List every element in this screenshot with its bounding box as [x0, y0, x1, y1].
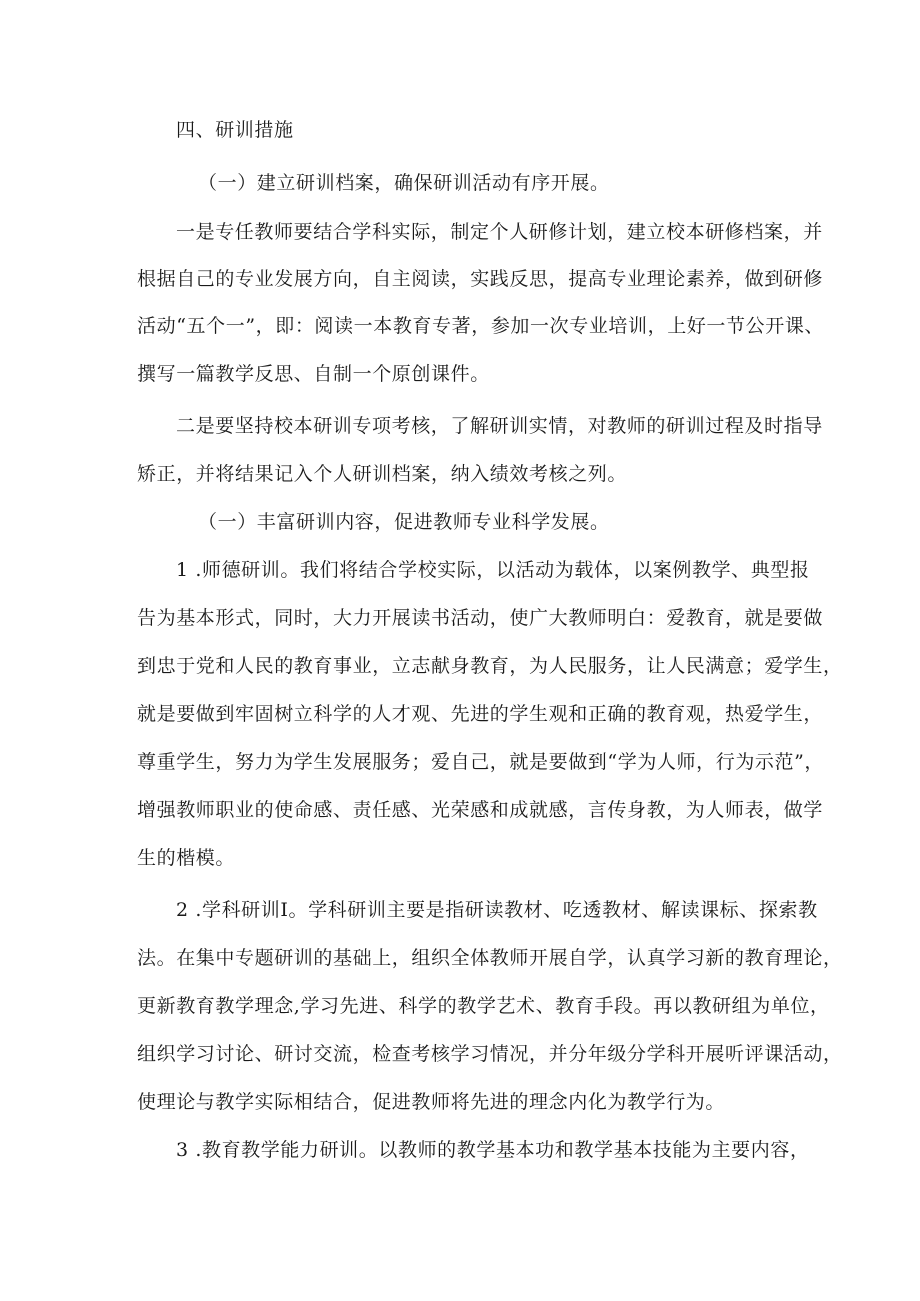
paragraph-4-line-4: 组织学习讨论、研讨交流，检查考核学习情况，并分年级分学科开展听评课活动，	[137, 1043, 843, 1065]
paragraph-2-line-1: 二是要坚持校本研训专项考核，了解研训实情，对教师的研训过程及时指导	[176, 415, 823, 437]
subsection-heading-1: （一）建立研训档案，确保研训活动有序开展。	[198, 172, 610, 194]
paragraph-4-line-2: 法。在集中专题研训的基础上，组织全体教师开展自学，认真学习新的教育理论，	[137, 947, 843, 969]
paragraph-1-line-4: 撰写一篇教学反思、自制一个原创课件。	[137, 363, 490, 385]
paragraph-2-line-2: 矫正，并将结果记入个人研训档案，纳入绩效考核之列。	[137, 463, 628, 485]
paragraph-3-line-5: 尊重学生，努力为学生发展服务；爱自己，就是要做到“学为人师，行为示范”，	[137, 751, 825, 773]
paragraph-3-line-2: 告为基本形式，同时，大力开展读书活动，使广大教师明白：爱教育，就是要做	[137, 607, 824, 629]
paragraph-3-line-4: 就是要做到牢固树立科学的人才观、先进的学生观和正确的教育观，热爱学生，	[137, 703, 824, 725]
paragraph-4-line-1: 2 .学科研训I。学科研训主要是指研读教材、吃透教材、解读课标、探索教	[176, 899, 818, 921]
paragraph-4-line-3: 更新教育教学理念,学习先进、科学的教学艺术、教育手段。再以教研组为单位，	[137, 995, 830, 1017]
paragraph-5-line-1: 3 .教育教学能力研训。以教师的教学基本功和教学基本技能为主要内容，	[176, 1139, 810, 1161]
paragraph-4-line-5: 使理论与教学实际相结合，促进教师将先进的理念内化为教学行为。	[137, 1091, 726, 1113]
paragraph-3-line-3: 到忠于党和人民的教育事业，立志献身教育，为人民服务，让人民满意；爱学生，	[137, 655, 843, 677]
paragraph-1-line-2: 根据自己的专业发展方向，自主阅读，实践反思，提高专业理论素养，做到研修	[137, 268, 824, 290]
paragraph-3-line-6: 增强教师职业的使命感、责任感、光荣感和成就感，言传身教，为人师表，做学	[137, 799, 824, 821]
paragraph-1-line-3: 活动“五个一”，即：阅读一本教育专著，参加一次专业培训，上好一节公开课、	[137, 315, 825, 337]
paragraph-3-line-7: 生的楷模。	[137, 847, 236, 869]
paragraph-1-line-1: 一是专任教师要结合学科实际，制定个人研修计划，建立校本研修档案，并	[176, 221, 823, 243]
paragraph-3-line-1: 1 .师德研训。我们将结合学校实际，以活动为载体，以案例教学、典型报	[176, 559, 810, 581]
section-heading: 四、研训措施	[176, 119, 294, 141]
subsection-heading-2: （一）丰富研训内容，促进教师专业科学发展。	[198, 511, 610, 533]
